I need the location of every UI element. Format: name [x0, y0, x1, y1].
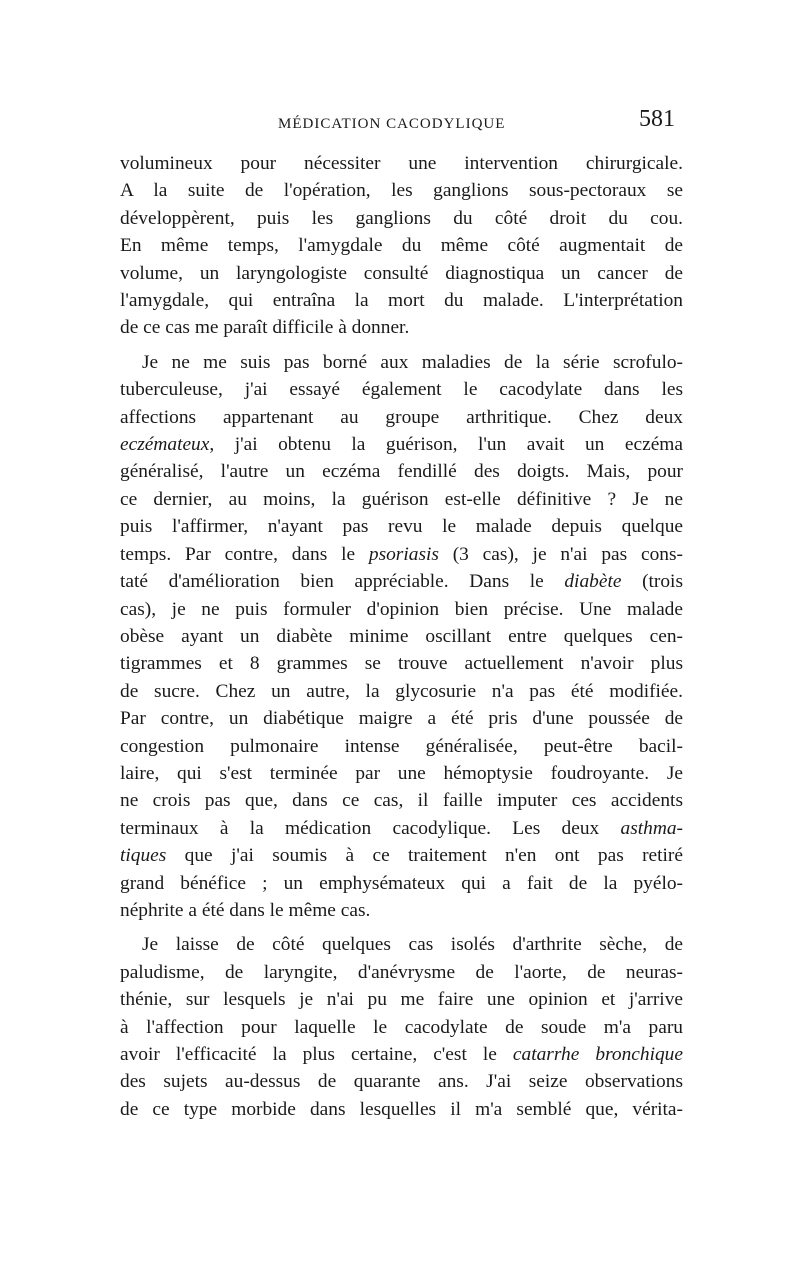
text-line: tiques que j'ai soumis à ce traitement n'en ont pas retiré	[120, 845, 683, 867]
text-line: Je ne me suis pas borné aux maladies de la série scrofulo-	[142, 351, 683, 373]
text-line: de ce type morbide dans lesquelles il m'a semblé que, vérita-	[120, 1098, 683, 1120]
text-line: puis l'affirmer, n'ayant pas revu le malade depuis quelque	[120, 516, 683, 538]
paragraph	[120, 150, 683, 342]
paragraph	[120, 931, 683, 1123]
italic-term: tiques	[120, 845, 167, 867]
text-line: avoir l'efficacité la plus certaine, c'est le catarrhe bronchique	[120, 1044, 683, 1065]
text-line: des sujets au-dessus de quarante ans. J'ai seize observations	[120, 1071, 683, 1093]
text-line: ne crois pas que, dans ce cas, il faille imputer ces accidents	[120, 790, 683, 812]
text-line: taté d'amélioration bien appréciable. Dans le diabète (trois	[120, 571, 683, 593]
text-line: l'amygdale, qui entraîna la mort du malade. L'interprétation	[120, 290, 683, 312]
text-line: laire, qui s'est terminée par une hémoptysie foudroyante. Je	[120, 762, 683, 784]
text-line: cas), je ne puis formuler d'opinion bien précise. Une malade	[120, 598, 683, 620]
text-line: développèrent, puis les ganglions du côté droit du cou.	[120, 207, 683, 229]
italic-term: asthma-	[620, 817, 683, 839]
text-line: ce dernier, au moins, la guérison est-elle définitive ? Je ne	[120, 488, 683, 510]
text-line: de sucre. Chez un autre, la glycosurie n'a pas été modifiée.	[120, 680, 683, 702]
italic-term: catarrhe bronchique	[512, 1044, 683, 1065]
text-line: A la suite de l'opération, les ganglions sous-pectoraux se	[120, 180, 683, 202]
text-line: volumineux pour nécessiter une intervention chirurgicale.	[120, 153, 683, 174]
text-line: thénie, sur lesquels je n'ai pu me faire une opinion et j'arrive	[120, 989, 683, 1011]
book-page	[120, 106, 683, 1123]
text-line: tigrammes et 8 grammes se trouve actuellement n'avoir plus	[120, 653, 683, 675]
text-line: obèse ayant un diabète minime oscillant entre quelques cen-	[120, 625, 683, 647]
text-line: de ce cas me paraît difficile à donner.	[120, 317, 410, 339]
text-line: généralisé, l'autre un eczéma fendillé des doigts. Mais, pour	[120, 461, 683, 483]
text-line: temps. Par contre, dans le psoriasis (3 cas), je n'ai pas cons-	[120, 543, 683, 565]
text-line: grand bénéfice ; un emphysémateux qui a fait de la pyélo-	[120, 872, 683, 894]
body-text	[120, 150, 683, 1123]
italic-term: diabète	[564, 571, 622, 593]
paragraph-gap	[120, 342, 683, 349]
running-title: MÉDICATION CACODYLIQUE	[278, 116, 506, 132]
text-line: à l'affection pour laquelle le cacodylate de soude m'a paru	[120, 1016, 683, 1038]
text-line: néphrite a été dans le même cas.	[120, 899, 371, 921]
running-head	[120, 106, 683, 146]
text-line: congestion pulmonaire intense généralisée, peut-être bacil-	[120, 735, 683, 757]
text-line: tuberculeuse, j'ai essayé également le cacodylate dans les	[120, 379, 683, 401]
text-line: Je laisse de côté quelques cas isolés d'arthrite sèche, de	[142, 934, 683, 956]
text-line: terminaux à la médication cacodylique. Les deux asthma-	[120, 817, 683, 839]
text-line: volume, un laryngologiste consulté diagnostiqua un cancer de	[120, 262, 683, 284]
text-line: paludisme, de laryngite, d'anévrysme de l'aorte, de neuras-	[120, 961, 683, 983]
text-line: En même temps, l'amygdale du même côté augmentait de	[120, 235, 683, 257]
paragraph	[120, 349, 683, 925]
paragraph-gap	[120, 924, 683, 931]
text-line: eczémateux, j'ai obtenu la guérison, l'un avait un eczéma	[120, 434, 683, 456]
italic-term: psoriasis	[368, 543, 439, 565]
text-line: Par contre, un diabétique maigre a été pris d'une poussée de	[120, 708, 683, 730]
text-line: affections appartenant au groupe arthritique. Chez deux	[120, 406, 683, 428]
italic-term: eczémateux	[120, 434, 210, 456]
page-number: 581	[639, 106, 675, 132]
